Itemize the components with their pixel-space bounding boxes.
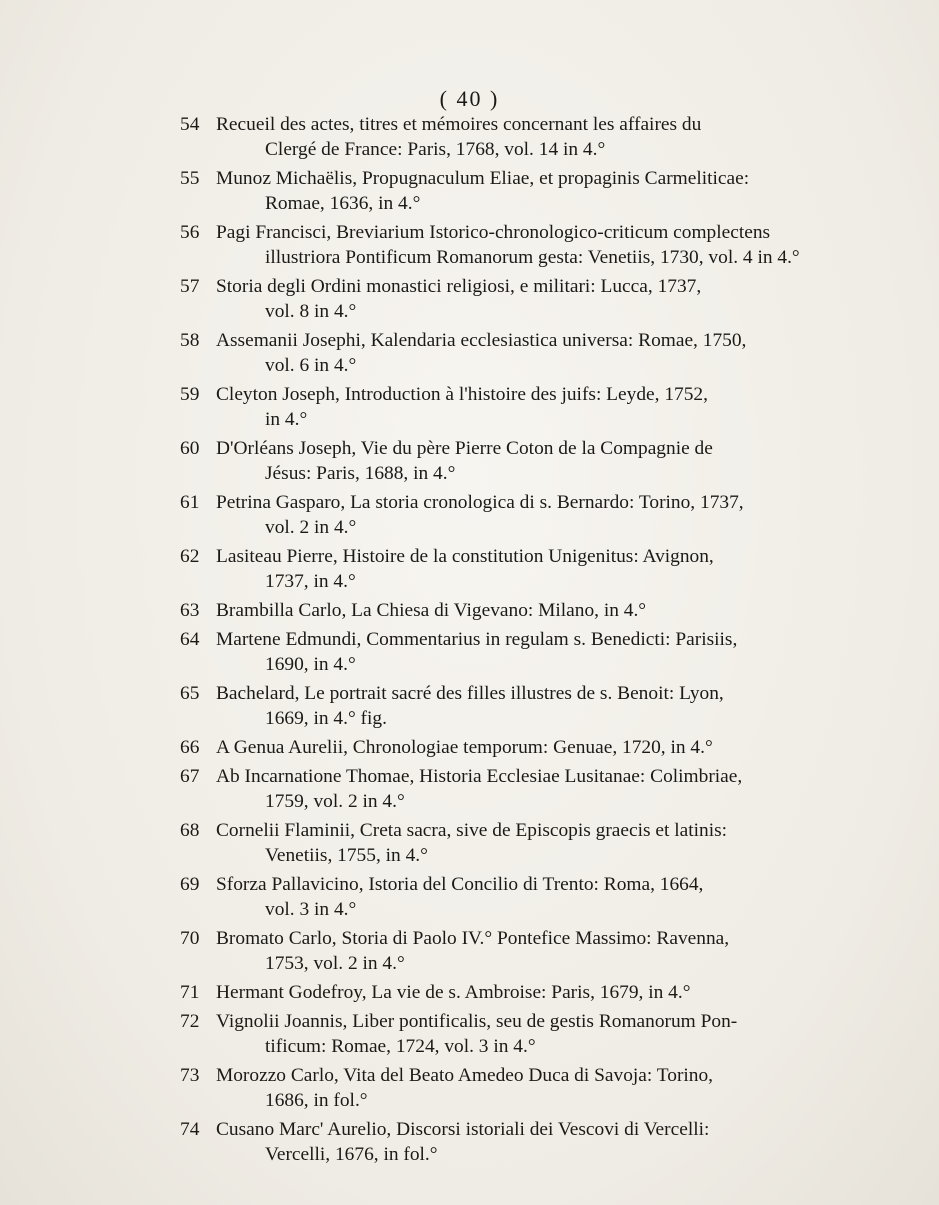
entry-line-1: Martene Edmundi, Commentarius in regulam s. Benedicti: Parisiis, <box>216 629 738 650</box>
entry-line-1: Lasiteau Pierre, Histoire de la constitution Unigenitus: Avignon, <box>216 546 714 567</box>
entry-number: 59 <box>180 384 200 405</box>
entry-line-1: D'Orléans Joseph, Vie du père Pierre Coton de la Compagnie de <box>216 438 713 459</box>
entry-line-1: Recueil des actes, titres et mémoires concernant les affaires du <box>216 114 702 135</box>
entry-line-1: Cornelii Flaminii, Creta sacra, sive de Episcopis graecis et latinis: <box>216 820 728 841</box>
catalogue-entry <box>180 166 852 216</box>
catalogue-entry <box>180 544 852 594</box>
entry-number: 62 <box>180 546 200 567</box>
entry-line-1: Vignolii Joannis, Liber pontificalis, seu de gestis Romanorum Pon- <box>216 1011 738 1032</box>
entry-line-2: vol. 8 in 4.° <box>265 301 357 322</box>
catalogue-entry <box>180 980 852 1005</box>
entry-line-2: in 4.° <box>265 409 308 430</box>
catalogue-entry <box>180 926 852 976</box>
entry-line-1: Cleyton Joseph, Introduction à l'histoire des juifs: Leyde, 1752, <box>216 384 708 405</box>
entry-line-2: Clergé de France: Paris, 1768, vol. 14 in 4.° <box>265 139 606 160</box>
entry-line-1: Cusano Marc' Aurelio, Discorsi istoriali dei Vescovi di Vercelli: <box>216 1119 710 1140</box>
entry-line-1: Sforza Pallavicino, Istoria del Concilio di Trento: Roma, 1664, <box>216 874 704 895</box>
entry-line-1: Munoz Michaëlis, Propugnaculum Eliae, et propaginis Carmeliticae: <box>216 168 750 189</box>
entry-number: 55 <box>180 168 200 189</box>
entry-line-2: vol. 3 in 4.° <box>265 899 357 920</box>
entry-number: 67 <box>180 766 200 787</box>
entry-number: 72 <box>180 1011 200 1032</box>
entry-line-2: illustriora Pontificum Romanorum gesta: Venetiis, 1730, vol. 4 in 4.° <box>265 247 800 268</box>
entry-number: 60 <box>180 438 200 459</box>
entry-number: 56 <box>180 222 200 243</box>
entry-line-1: A Genua Aurelii, Chronologiae temporum: Genuae, 1720, in 4.° <box>216 737 713 758</box>
entry-number: 69 <box>180 874 200 895</box>
entry-line-2: 1759, vol. 2 in 4.° <box>265 791 405 812</box>
entry-number: 73 <box>180 1065 200 1086</box>
entry-line-1: Bachelard, Le portrait sacré des filles illustres de s. Benoit: Lyon, <box>216 683 724 704</box>
entry-line-2: vol. 2 in 4.° <box>265 517 357 538</box>
entry-line-2: 1686, in fol.° <box>265 1090 368 1111</box>
entry-number: 65 <box>180 683 200 704</box>
catalogue-entries <box>180 112 852 1171</box>
entry-line-2: 1737, in 4.° <box>265 571 356 592</box>
catalogue-entry <box>180 598 852 623</box>
entry-number: 64 <box>180 629 200 650</box>
catalogue-entry <box>180 220 852 270</box>
entry-number: 63 <box>180 600 200 621</box>
entry-line-1: Assemanii Josephi, Kalendaria ecclesiastica universa: Romae, 1750, <box>216 330 747 351</box>
entry-line-2: 1669, in 4.° fig. <box>265 708 387 729</box>
entry-line-2: Venetiis, 1755, in 4.° <box>265 845 428 866</box>
catalogue-entry <box>180 274 852 324</box>
entry-number: 74 <box>180 1119 200 1140</box>
entry-number: 70 <box>180 928 200 949</box>
entry-number: 61 <box>180 492 200 513</box>
entry-line-2: Vercelli, 1676, in fol.° <box>265 1144 438 1165</box>
catalogue-entry <box>180 1117 852 1167</box>
entry-line-2: tificum: Romae, 1724, vol. 3 in 4.° <box>265 1036 536 1057</box>
page-number: ( 40 ) <box>439 86 500 111</box>
entry-line-1: Bromato Carlo, Storia di Paolo IV.° Pontefice Massimo: Ravenna, <box>216 928 730 949</box>
catalogue-entry <box>180 627 852 677</box>
entry-line-2: 1690, in 4.° <box>265 654 356 675</box>
catalogue-entry <box>180 1063 852 1113</box>
entry-line-1: Petrina Gasparo, La storia cronologica di s. Bernardo: Torino, 1737, <box>216 492 744 513</box>
catalogue-entry <box>180 436 852 486</box>
catalogue-entry <box>180 764 852 814</box>
catalogue-entry <box>180 490 852 540</box>
catalogue-entry <box>180 818 852 868</box>
entry-number: 71 <box>180 982 200 1003</box>
entry-line-1: Morozzo Carlo, Vita del Beato Amedeo Duca di Savoja: Torino, <box>216 1065 714 1086</box>
catalogue-entry <box>180 681 852 731</box>
entry-line-2: Jésus: Paris, 1688, in 4.° <box>265 463 456 484</box>
entry-number: 58 <box>180 330 200 351</box>
entry-line-1: Storia degli Ordini monastici religiosi, e militari: Lucca, 1737, <box>216 276 702 297</box>
catalogue-entry <box>180 112 852 162</box>
catalogue-entry <box>180 328 852 378</box>
entry-line-1: Pagi Francisci, Breviarium Istorico-chronologico-criticum complectens <box>216 222 771 243</box>
entry-line-2: Romae, 1636, in 4.° <box>265 193 421 214</box>
catalogue-entry <box>180 1009 852 1059</box>
entry-number: 68 <box>180 820 200 841</box>
entry-number: 66 <box>180 737 200 758</box>
catalogue-entry <box>180 872 852 922</box>
entry-line-1: Ab Incarnatione Thomae, Historia Ecclesiae Lusitanae: Colimbriae, <box>216 766 743 787</box>
entry-line-2: vol. 6 in 4.° <box>265 355 357 376</box>
entry-line-1: Hermant Godefroy, La vie de s. Ambroise: Paris, 1679, in 4.° <box>216 982 691 1003</box>
entry-number: 57 <box>180 276 200 297</box>
entry-line-2: 1753, vol. 2 in 4.° <box>265 953 405 974</box>
entry-line-1: Brambilla Carlo, La Chiesa di Vigevano: Milano, in 4.° <box>216 600 647 621</box>
entry-number: 54 <box>180 114 200 135</box>
catalogue-entry <box>180 735 852 760</box>
catalogue-entry <box>180 382 852 432</box>
